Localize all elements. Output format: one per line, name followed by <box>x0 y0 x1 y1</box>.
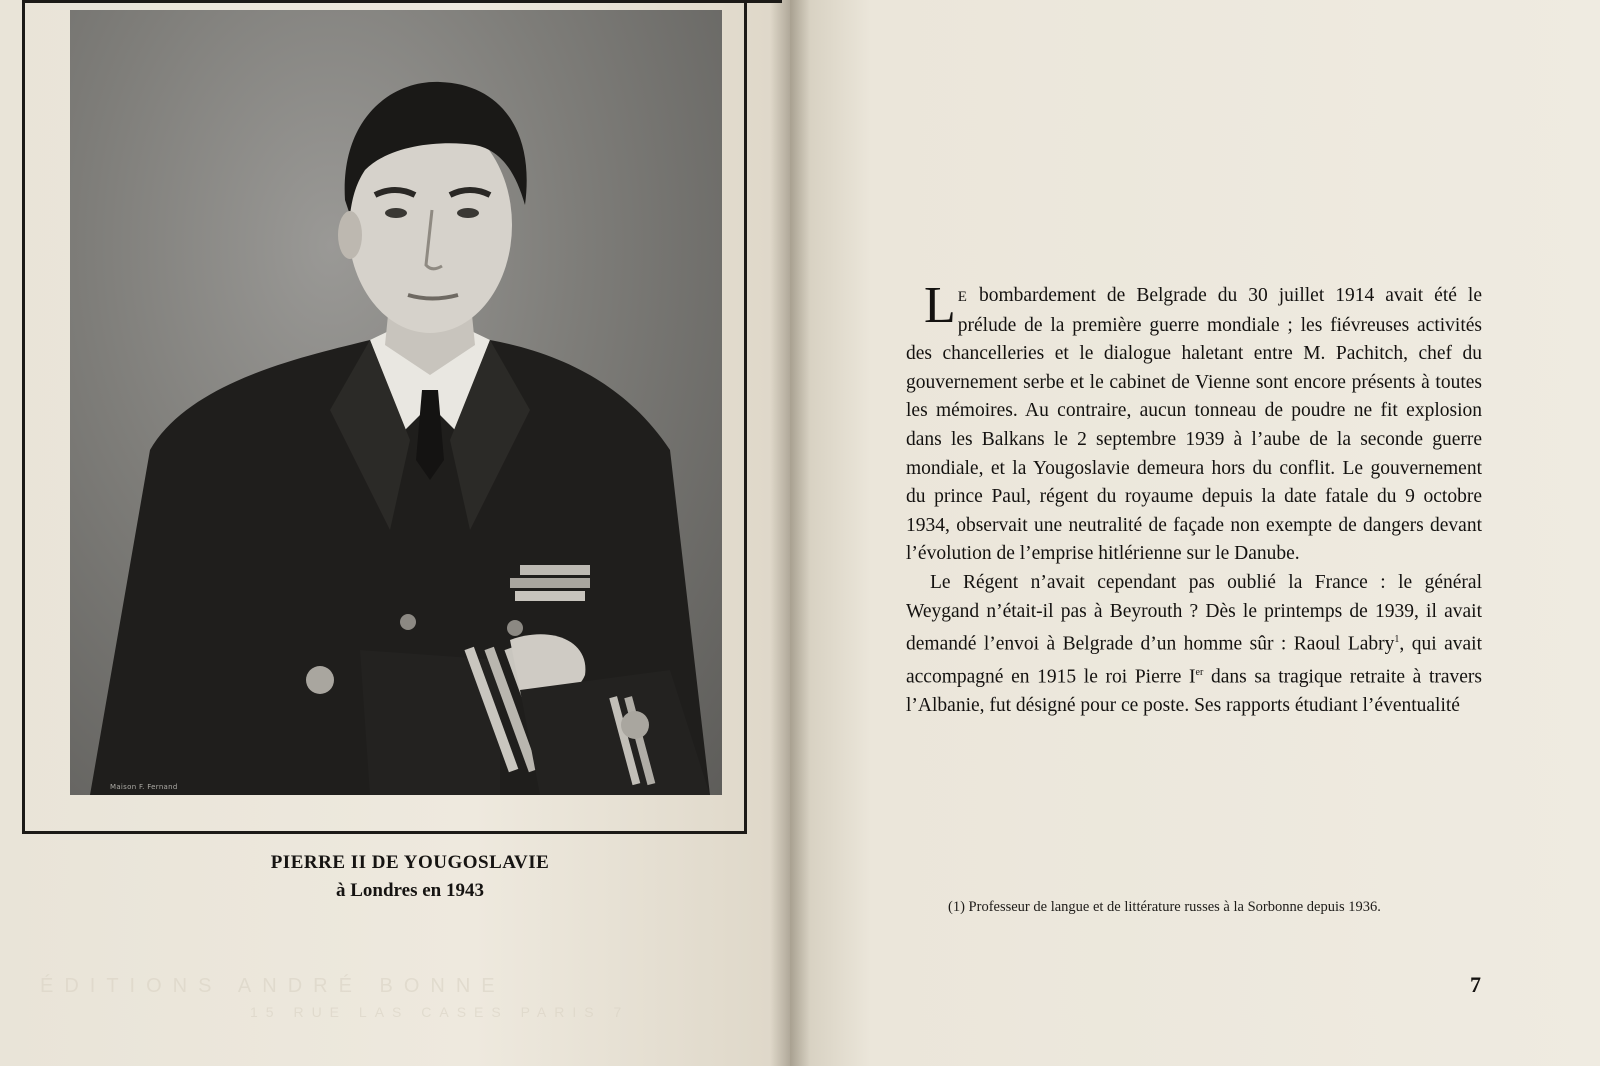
caption-title: PIERRE II DE YOUGOSLAVIE <box>270 852 550 873</box>
photo-credit: Maison F. Fernand <box>110 783 178 791</box>
imprint-line-2: 15 RUE LAS CASES PARIS 7 <box>250 1004 630 1020</box>
paragraph-2-part-a: Le Régent n’avait cependant pas oublié la France : le général Weygand n’était-il pas à Beyrouth ? Dès le printemps de 1939, il avait demandé l’envoi à Belgrade d’un homme sûr : Raoul Labry <box>906 571 1482 655</box>
paragraph-2-part-b: , qui avait accompagné en 1915 le roi Pierre I <box>906 633 1482 688</box>
book-gutter <box>770 0 810 1066</box>
paragraph-1 <box>906 277 1482 569</box>
portrait-photo <box>70 10 722 795</box>
drop-cap: L <box>924 277 956 334</box>
page-number: 7 <box>1470 972 1481 997</box>
footnote-text: Professeur de langue et de littérature russes à la Sorbonne depuis 1936. <box>964 899 1381 915</box>
lead-smallcap: E <box>957 289 968 305</box>
footnote <box>904 898 1484 916</box>
paragraph-2 <box>906 569 1482 721</box>
main-text <box>906 277 1482 721</box>
ordinal-suffix: er <box>1195 667 1204 679</box>
publisher-imprint <box>40 975 740 1020</box>
paragraph-2-part-c: dans sa tragique retraite à travers l’Albanie, fut désigné pour ce poste. Ses rapports étudiant l’éventualité <box>906 666 1482 717</box>
footnote-ref[interactable]: 1 <box>1394 634 1400 646</box>
imprint-line-1: ÉDITIONS ANDRÉ BONNE <box>40 975 506 997</box>
caption-subtitle: à Londres en 1943 <box>336 880 484 901</box>
paragraph-1-text: bombardement de Belgrade du 30 juillet 1914 avait été le prélude de la première guerre mondiale ; les fiévreuses activités des chancelleries et le dialogue haletant entre M. Pachitch, chef du gouvernement serbe et le cabinet de Vienne sont encore présents à toutes les mémoires. Au contraire, aucun tonneau de poudre ne fit explosion dans les Balkans le 2 septembre 1939 à l’aube de la seconde guerre mondiale, et la Yougoslavie demeura hors du conflit. Le gouvernement du prince Paul, régent du royaume depuis la date fatale du 9 octobre 1934, observait une neutralité de façade non exempte de dangers devant l’évolution de l’emprise hitlérienne sur le Danube. <box>906 285 1482 565</box>
footnote-mark: (1) <box>948 899 965 915</box>
